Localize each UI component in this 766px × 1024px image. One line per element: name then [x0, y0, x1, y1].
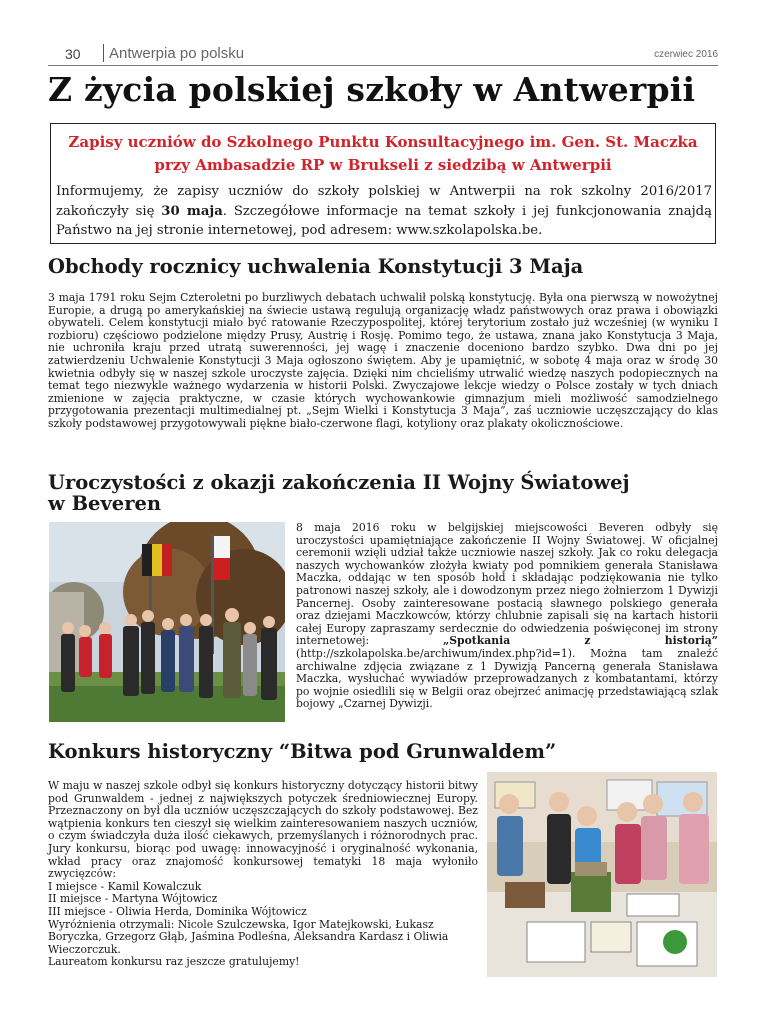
notice-heading-line1: Zapisy uczniów do Szkolnego Punktu Konsultacyjnego im. Gen. St. Maczka: [68, 133, 698, 151]
notice-heading-line2: przy Ambasadzie RP w Brukseli z siedzibą w Antwerpii: [154, 156, 612, 174]
header-rule: [48, 65, 718, 66]
beveren-site-name: „Spotkania z historią”: [443, 634, 718, 648]
section-title-beveren-line2: w Beveren: [48, 492, 162, 515]
header-divider: [103, 44, 104, 62]
section-title-beveren: [48, 472, 718, 514]
notice-heading: [51, 131, 715, 177]
beveren-text-1: 8 maja 2016 roku w belgijskiej miejscowości Beveren odbyły się uroczystości upamiętniające zakończenie II Wojny Światowej. W oficjalnej ceremonii wzięli udział także uczniowie naszej szkoły. Jak co roku delegacja naszych wychowanków złożyła kwiaty pod pomnikiem generała Stanisława Maczka, oddając w ten sposób hołd i składając podziękowania nie tylko patronowi naszej szkoły, ale i dowodzonym przez niego żołnierzom 1 Dywizji Pancernej. Osoby zainteresowane postacią sławnego polskiego generała oraz dziejami Maczkowców, którzy chlubnie zapisali się na kartach historii całej Europy zapraszamy serdecznie do odwiedzenia poświęconej im strony internetowej:: [296, 521, 718, 648]
section-title-constitution: Obchody rocznicy uchwalenia Konstytucji 3 Maja: [48, 255, 584, 278]
issue-date: czerwiec 2016: [654, 49, 718, 60]
publication-title: Antwerpia po polsku: [109, 45, 245, 62]
notice-body-text-1: Informujemy, że zapisy uczniów do szkoły polskiej w Antwerpii na rok szkolny 2016/2017 zakończyły się: [56, 184, 712, 219]
page-header: [48, 44, 718, 66]
section-title-grunwald: Konkurs historyczny “Bitwa pod Grunwaldem”: [48, 740, 557, 763]
beveren-text-2: (http://szkolapolska.be/archiwum/index.php?id=1). Można tam znaleźć archiwalne zdjęcia związane z 1 Dywizją Pancerną generała Stanisława Maczka, wysłuchać wywiadów przeprowadzanych z kombatantami, którzy po wojnie osiedlili się w Belgii oraz obejrzeć animację przedstawiającą szlak bojowy „Czarnej Dywizji.: [296, 646, 718, 711]
notice-body: [56, 182, 712, 241]
beveren-ceremony-photo: [49, 522, 285, 722]
notice-body-date: 30 maja: [161, 203, 223, 219]
grunwald-result-1: I miejsce - Kamil Kowalczuk: [48, 879, 202, 893]
grunwald-result-2: II miejsce - Martyna Wójtowicz: [48, 892, 218, 906]
section-text-grunwald: [48, 780, 478, 969]
notice-body-text-2: . Szczegółowe informacje na temat szkoły i jej funkcjonowania znajdą Państwo na jej stronie internetowej, pod adresem: www.szkolapolska.be.: [56, 203, 712, 238]
grunwald-contest-photo: [487, 772, 717, 977]
section-text-constitution: 3 maja 1791 roku Sejm Czteroletni po burzliwych debatach uchwalił polską konstytucję. Była ona pierwszą w nowożytnej Europie, a drugą po amerykańskiej na świecie ustawą regulują organizację władz państwowych oraz prawa i obowiązki obywateli. Celem konstytucji miało być ratowanie Rzeczypospolitej, której terytorium zostało już wcześniej (w wyniku I rozbioru) częściowo podzielone między Prusy, Austrię i Rosję. Pomimo tego, że ustawa, znana jako Konstytucja 3 Maja, nie uchroniła kraju przed utratą suwerenności, jej wagę i znaczenie doceniono bardzo szybko. Dwa dni po jej zatwierdzeniu Uchwalenie Konstytucji 3 Maja ogłoszono świętem. Aby je upamiętnić, w sobotę 4 maja oraz w środę 30 kwietnia odbyły się w naszej szkole uroczyste zajęcia. Dzięki nim chcieliśmy utrwalić wiedzę naszych podopiecznych na temat tego niezwykle ważnego wydarzenia w historii Polski. Zwyczajowe lekcje wiedzy o Polsce zostały w tych dniach zmienione w zajęcia praktyczne, w czasie których wychowankowie gimnazjum mieli możliwość samodzielnego przygotowania prezentacji multimedialnej pt. „Sejm Wielki i Konstytucja 3 Maja”, zaś uczniowie uczęszczający do klas szkoły podstawowej przygotowywali piękne biało-czerwone flagi, kotyliony oraz plakaty okolicznościowe.: [48, 291, 718, 430]
section-text-beveren: [296, 522, 718, 711]
grunwald-result-3: III miejsce - Oliwia Herda, Dominika Wójtowicz: [48, 904, 307, 918]
page-title: Z życia polskiej szkoły w Antwerpii: [48, 70, 696, 109]
grunwald-congratulations: Laureatom konkursu raz jeszcze gratulujemy!: [48, 955, 300, 969]
grunwald-intro: W maju w naszej szkole odbył się konkurs historyczny dotyczący historii bitwy pod Grunwaldem - jednej z największych potyczek średniowiecznej Europy. Przeznaczony on był dla uczniów uczęszczających do szkoły podstawowej. Bez wątpienia konkurs ten cieszył się wielkim zainteresowaniem naszych uczniów, o czym świadczyła duża ilość ciekawych, przemyślanych i różnorodnych prac. Jury konkursu, biorąc pod uwagę: innowacyjność i oryginalność wykonania, wkład pracy oraz znajomość konkursowej tematyki 18 maja wyłoniło zwycięzców:: [48, 779, 478, 881]
enrollment-notice-box: [50, 123, 716, 244]
page-number: 30: [65, 46, 81, 62]
grunwald-honorable-mentions: Wyróżnienia otrzymali: Nicole Szulczewska, Igor Matejkowski, Łukasz Boryczka, Grzegorz Głąb, Jaśmina Podleśna, Aleksandra Kardasz i Oliwia Wieczorczuk.: [48, 917, 449, 956]
section-title-beveren-line1: Uroczystości z okazji zakończenia II Wojny Światowej: [48, 471, 630, 494]
